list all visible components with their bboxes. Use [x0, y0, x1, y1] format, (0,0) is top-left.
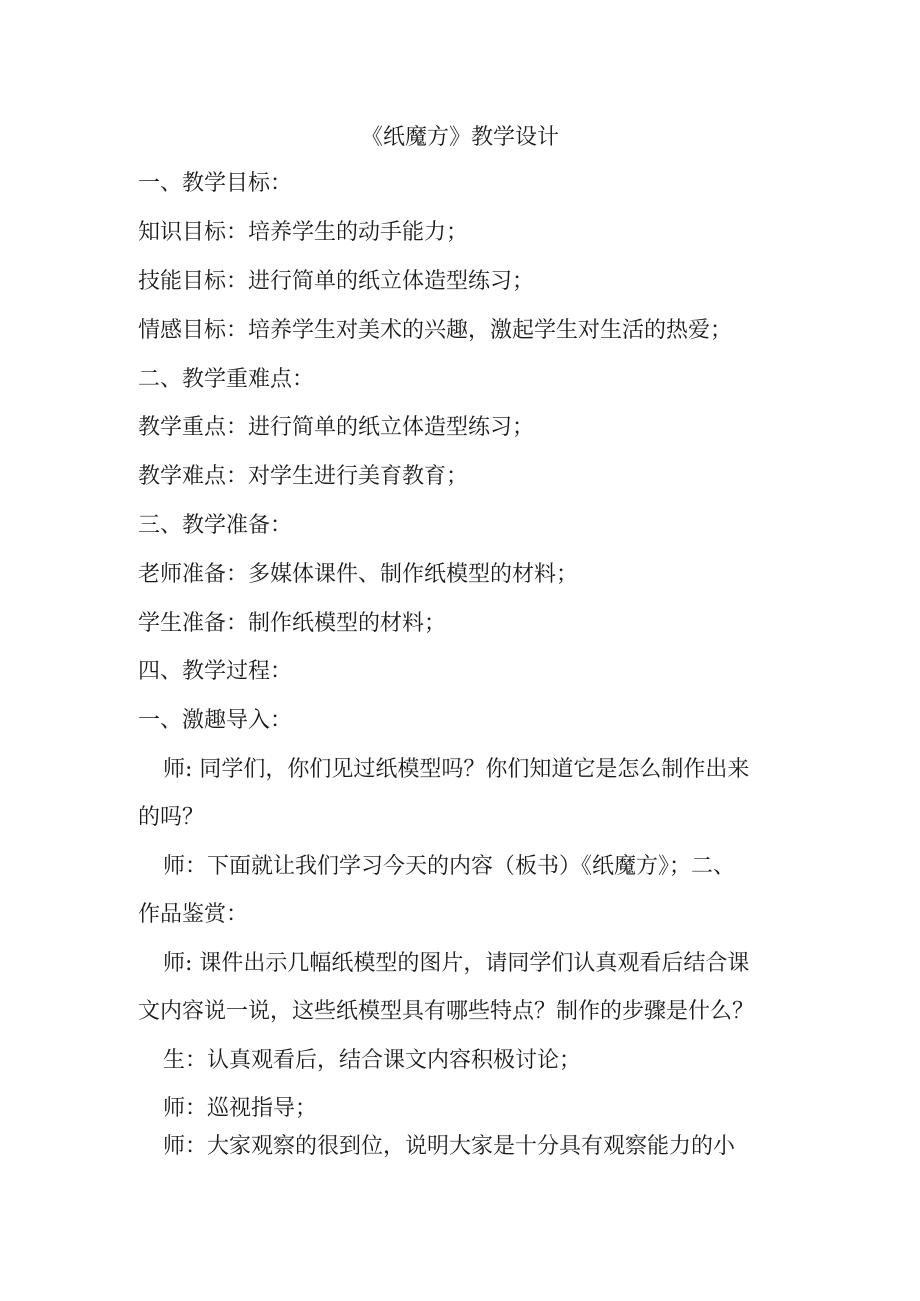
section-heading-preparation: 三、教学准备： [138, 513, 293, 538]
paragraph-line: 师：巡视指导； [163, 1096, 318, 1121]
section-heading-key-points: 二、教学重难点： [138, 367, 315, 392]
paragraph-line: 学生准备：制作纸模型的材料； [138, 611, 447, 636]
paragraph-line: 文内容说一说，这些纸模型具有哪些特点？制作的步骤是什么？ [138, 999, 755, 1024]
section-heading-objectives: 一、教学目标： [138, 171, 293, 196]
paragraph-line: 老师准备：多媒体课件、制作纸模型的材料； [138, 562, 579, 587]
paragraph-line: 教学难点：对学生进行美育教育； [138, 464, 469, 489]
paragraph-line: 技能目标：进行简单的纸立体造型练习； [138, 269, 535, 294]
paragraph-line: 的吗？ [138, 805, 205, 830]
paragraph-line: 作品鉴赏： [138, 902, 249, 927]
document-title: 《纸魔方》教学设计 [360, 125, 559, 150]
paragraph-line: 师: 同学们，你们见过纸模型吗？你们知道它是怎么制作出来 [163, 757, 750, 782]
paragraph-line: 师：下面就让我们学习今天的内容（板书）《纸魔方》；二、 [163, 854, 736, 879]
paragraph-line: 情感目标：培养学生对美术的兴趣，激起学生对生活的热爱； [138, 318, 733, 343]
paragraph-line: 师: 课件出示几幅纸模型的图片，请同学们认真观看后结合课 [163, 951, 750, 976]
paragraph-line: 教学重点：进行简单的纸立体造型练习； [138, 415, 535, 440]
paragraph-line: 师：大家观察的很到位，说明大家是十分具有观察能力的小 [163, 1134, 736, 1159]
paragraph-line: 生：认真观看后，结合课文内容积极讨论； [163, 1048, 582, 1073]
section-heading-process: 四、教学过程： [138, 659, 293, 684]
paragraph-line: 知识目标：培养学生的动手能力； [138, 220, 469, 245]
subsection-heading-intro: 一、激趣导入： [138, 708, 293, 733]
